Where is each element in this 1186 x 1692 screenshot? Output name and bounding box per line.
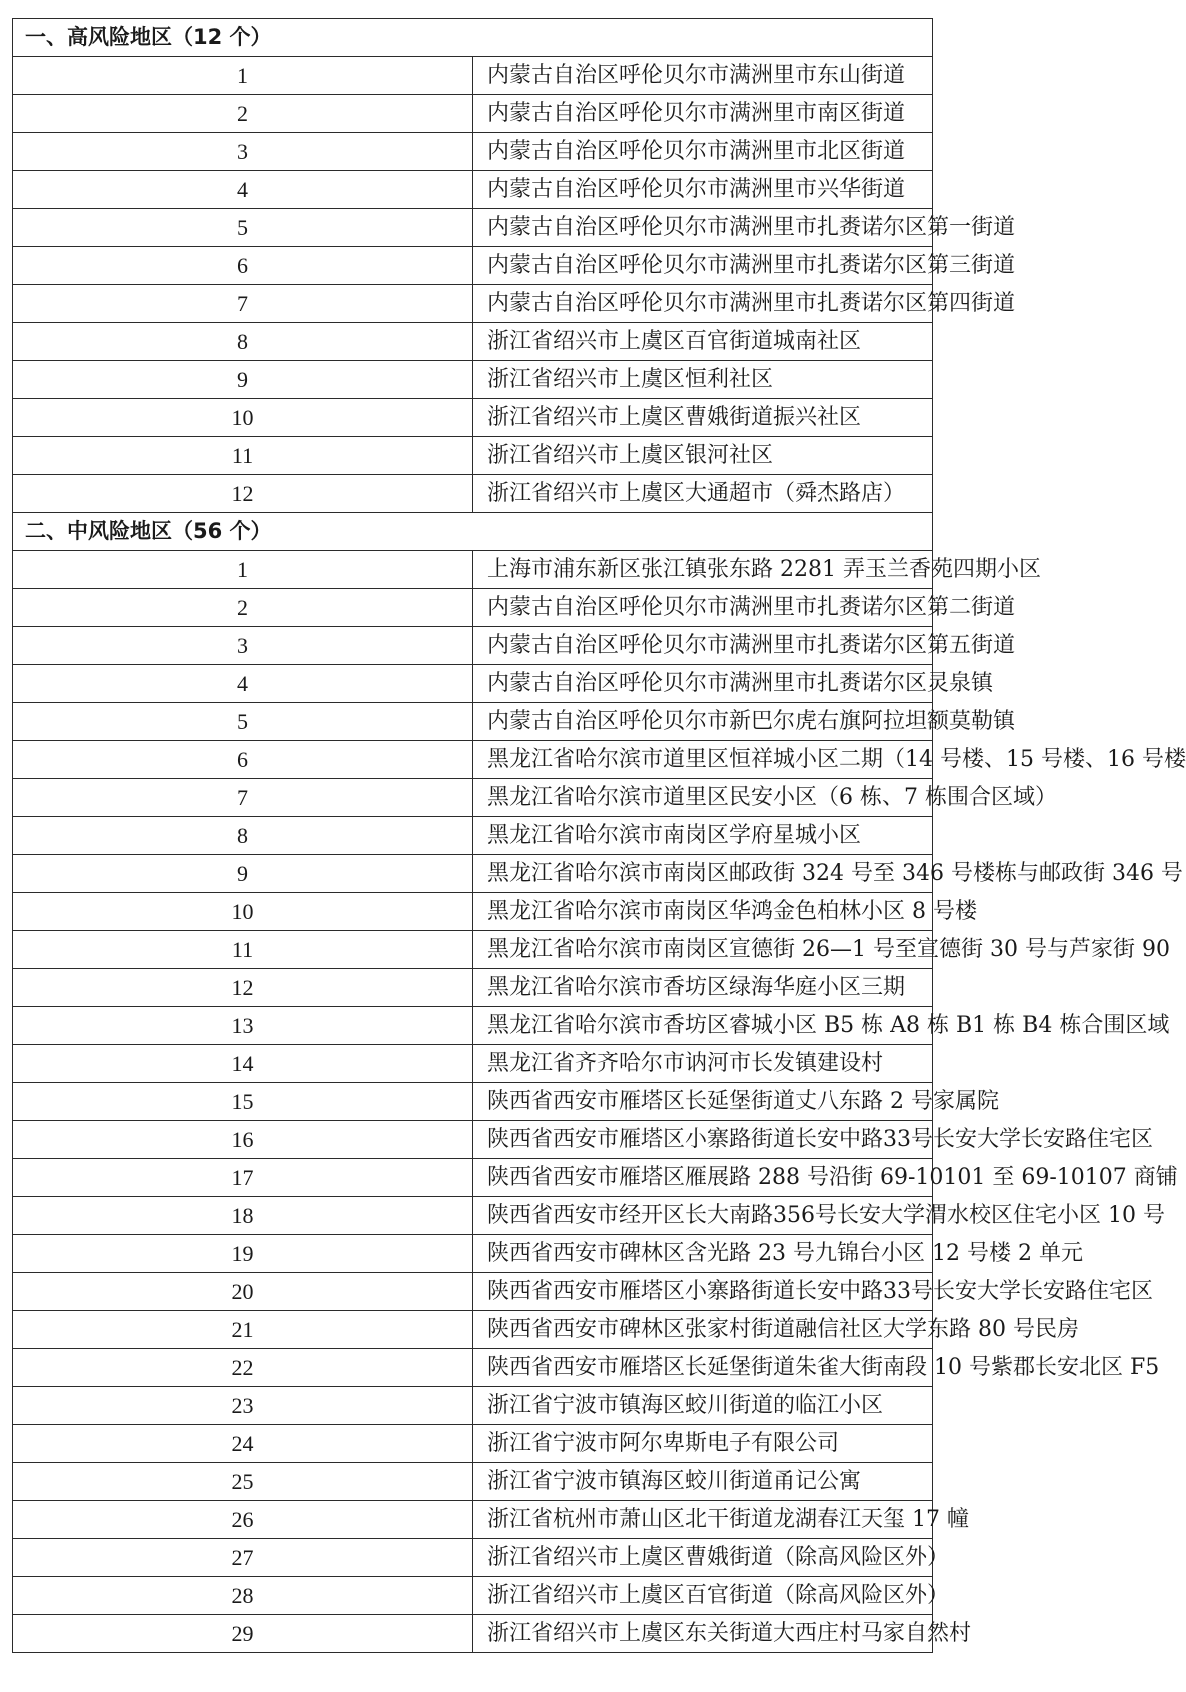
area-name: 浙江省宁波市镇海区蛟川街道的临江小区 bbox=[473, 1387, 933, 1425]
area-name: 内蒙古自治区呼伦贝尔市满洲里市扎赉诺尔区第二街道 bbox=[473, 589, 933, 627]
table-row bbox=[13, 1501, 933, 1539]
table-row bbox=[13, 969, 933, 1007]
area-name: 陕西省西安市雁塔区小寨路街道长安中路33号长安大学长安路住宅区 bbox=[473, 1121, 933, 1159]
area-name: 内蒙古自治区呼伦贝尔市满洲里市扎赉诺尔区第三街道 bbox=[473, 247, 933, 285]
row-number: 11 bbox=[13, 931, 473, 969]
row-number: 9 bbox=[13, 361, 473, 399]
row-number: 6 bbox=[13, 741, 473, 779]
area-name: 浙江省绍兴市上虞区百官街道城南社区 bbox=[473, 323, 933, 361]
table-row bbox=[13, 1273, 933, 1311]
row-number: 10 bbox=[13, 399, 473, 437]
table-row bbox=[13, 1045, 933, 1083]
row-number: 24 bbox=[13, 1425, 473, 1463]
risk-area-table bbox=[12, 18, 1186, 1653]
area-name: 黑龙江省哈尔滨市香坊区睿城小区 B5 栋 A8 栋 B1 栋 B4 栋合围区域 bbox=[473, 1007, 933, 1045]
row-number: 5 bbox=[13, 703, 473, 741]
row-number: 6 bbox=[13, 247, 473, 285]
area-name: 内蒙古自治区呼伦贝尔市满洲里市东山街道 bbox=[473, 57, 933, 95]
table-row bbox=[13, 817, 933, 855]
table-row bbox=[13, 1235, 933, 1273]
table-row bbox=[13, 247, 933, 285]
area-name: 内蒙古自治区呼伦贝尔市满洲里市兴华街道 bbox=[473, 171, 933, 209]
row-number: 18 bbox=[13, 1197, 473, 1235]
table-row bbox=[13, 551, 933, 589]
table-row bbox=[13, 779, 933, 817]
area-name: 陕西省西安市雁塔区长延堡街道朱雀大街南段 10 号紫郡长安北区 F5 bbox=[473, 1349, 933, 1387]
table-row bbox=[13, 1615, 933, 1653]
table-row bbox=[13, 1159, 933, 1197]
area-name: 内蒙古自治区呼伦贝尔市满洲里市扎赉诺尔区第五街道 bbox=[473, 627, 933, 665]
table-row bbox=[13, 1349, 933, 1387]
table-row bbox=[13, 209, 933, 247]
area-name: 陕西省西安市经开区长大南路356号长安大学渭水校区住宅小区 10 号 bbox=[473, 1197, 933, 1235]
area-name: 黑龙江省哈尔滨市道里区恒祥城小区二期（14 号楼、15 号楼、16 号楼 bbox=[473, 741, 933, 779]
area-name: 内蒙古自治区呼伦贝尔市满洲里市北区街道 bbox=[473, 133, 933, 171]
table-row bbox=[13, 627, 933, 665]
section-title: 一、高风险地区（12 个） bbox=[13, 19, 933, 57]
area-name: 浙江省宁波市镇海区蛟川街道甬记公寓 bbox=[473, 1463, 933, 1501]
row-number: 27 bbox=[13, 1539, 473, 1577]
row-number: 22 bbox=[13, 1349, 473, 1387]
row-number: 5 bbox=[13, 209, 473, 247]
table-row bbox=[13, 741, 933, 779]
row-number: 20 bbox=[13, 1273, 473, 1311]
table-row bbox=[13, 171, 933, 209]
area-name: 黑龙江省哈尔滨市香坊区绿海华庭小区三期 bbox=[473, 969, 933, 1007]
section-header-row bbox=[13, 513, 933, 551]
row-number: 11 bbox=[13, 437, 473, 475]
area-name: 陕西省西安市雁塔区长延堡街道丈八东路 2 号家属院 bbox=[473, 1083, 933, 1121]
area-name: 浙江省绍兴市上虞区银河社区 bbox=[473, 437, 933, 475]
table-row bbox=[13, 285, 933, 323]
table-row bbox=[13, 1007, 933, 1045]
table-row bbox=[13, 1197, 933, 1235]
row-number: 7 bbox=[13, 779, 473, 817]
table-row bbox=[13, 931, 933, 969]
table-row bbox=[13, 665, 933, 703]
row-number: 1 bbox=[13, 57, 473, 95]
area-name: 内蒙古自治区呼伦贝尔市满洲里市扎赉诺尔区灵泉镇 bbox=[473, 665, 933, 703]
table-row bbox=[13, 1539, 933, 1577]
table-row bbox=[13, 95, 933, 133]
area-name: 黑龙江省哈尔滨市南岗区宣德街 26—1 号至宣德街 30 号与芦家街 90 bbox=[473, 931, 933, 969]
row-number: 21 bbox=[13, 1311, 473, 1349]
table-row bbox=[13, 1425, 933, 1463]
row-number: 10 bbox=[13, 893, 473, 931]
row-number: 19 bbox=[13, 1235, 473, 1273]
row-number: 26 bbox=[13, 1501, 473, 1539]
area-name: 上海市浦东新区张江镇张东路 2281 弄玉兰香苑四期小区 bbox=[473, 551, 933, 589]
area-name: 内蒙古自治区呼伦贝尔市满洲里市南区街道 bbox=[473, 95, 933, 133]
area-name: 陕西省西安市碑林区张家村街道融信社区大学东路 80 号民房 bbox=[473, 1311, 933, 1349]
area-name: 浙江省宁波市阿尔卑斯电子有限公司 bbox=[473, 1425, 933, 1463]
table-row bbox=[13, 893, 933, 931]
table-row bbox=[13, 1121, 933, 1159]
table-row bbox=[13, 361, 933, 399]
row-number: 16 bbox=[13, 1121, 473, 1159]
area-name: 浙江省绍兴市上虞区曹娥街道（除高风险区外） bbox=[473, 1539, 933, 1577]
row-number: 4 bbox=[13, 665, 473, 703]
area-name: 黑龙江省哈尔滨市南岗区华鸿金色柏林小区 8 号楼 bbox=[473, 893, 933, 931]
area-name: 黑龙江省哈尔滨市南岗区学府星城小区 bbox=[473, 817, 933, 855]
table-row bbox=[13, 855, 933, 893]
row-number: 3 bbox=[13, 627, 473, 665]
row-number: 29 bbox=[13, 1615, 473, 1653]
area-name: 黑龙江省哈尔滨市道里区民安小区（6 栋、7 栋围合区域） bbox=[473, 779, 933, 817]
area-name: 陕西省西安市碑林区含光路 23 号九锦台小区 12 号楼 2 单元 bbox=[473, 1235, 933, 1273]
table-row bbox=[13, 437, 933, 475]
row-number: 3 bbox=[13, 133, 473, 171]
area-name: 内蒙古自治区呼伦贝尔市满洲里市扎赉诺尔区第四街道 bbox=[473, 285, 933, 323]
area-name: 浙江省杭州市萧山区北干街道龙湖春江天玺 17 幢 bbox=[473, 1501, 933, 1539]
area-name: 陕西省西安市雁塔区小寨路街道长安中路33号长安大学长安路住宅区 bbox=[473, 1273, 933, 1311]
area-name: 陕西省西安市雁塔区雁展路 288 号沿街 69-10101 至 69-10107 商铺 bbox=[473, 1159, 933, 1197]
row-number: 12 bbox=[13, 969, 473, 1007]
area-name: 内蒙古自治区呼伦贝尔市满洲里市扎赉诺尔区第一街道 bbox=[473, 209, 933, 247]
area-name: 浙江省绍兴市上虞区曹娥街道振兴社区 bbox=[473, 399, 933, 437]
table-row bbox=[13, 1387, 933, 1425]
row-number: 17 bbox=[13, 1159, 473, 1197]
row-number: 4 bbox=[13, 171, 473, 209]
area-name: 浙江省绍兴市上虞区大通超市（舜杰路店） bbox=[473, 475, 933, 513]
risk-area-table-body bbox=[13, 19, 1186, 1653]
row-number: 28 bbox=[13, 1577, 473, 1615]
row-number: 8 bbox=[13, 817, 473, 855]
table-row bbox=[13, 399, 933, 437]
table-row bbox=[13, 57, 933, 95]
table-row bbox=[13, 1083, 933, 1121]
row-number: 9 bbox=[13, 855, 473, 893]
row-number: 25 bbox=[13, 1463, 473, 1501]
row-number: 8 bbox=[13, 323, 473, 361]
table-row bbox=[13, 1577, 933, 1615]
table-row bbox=[13, 1463, 933, 1501]
area-name: 黑龙江省齐齐哈尔市讷河市长发镇建设村 bbox=[473, 1045, 933, 1083]
row-number: 23 bbox=[13, 1387, 473, 1425]
section-title: 二、中风险地区（56 个） bbox=[13, 513, 933, 551]
table-row bbox=[13, 703, 933, 741]
area-name: 浙江省绍兴市上虞区百官街道（除高风险区外） bbox=[473, 1577, 933, 1615]
row-number: 2 bbox=[13, 589, 473, 627]
table-row bbox=[13, 1311, 933, 1349]
area-name: 浙江省绍兴市上虞区东关街道大西庄村马家自然村 bbox=[473, 1615, 933, 1653]
row-number: 12 bbox=[13, 475, 473, 513]
row-number: 2 bbox=[13, 95, 473, 133]
row-number: 15 bbox=[13, 1083, 473, 1121]
row-number: 13 bbox=[13, 1007, 473, 1045]
table-row bbox=[13, 475, 933, 513]
area-name: 浙江省绍兴市上虞区恒利社区 bbox=[473, 361, 933, 399]
table-row bbox=[13, 133, 933, 171]
row-number: 1 bbox=[13, 551, 473, 589]
row-number: 14 bbox=[13, 1045, 473, 1083]
area-name: 内蒙古自治区呼伦贝尔市新巴尔虎右旗阿拉坦额莫勒镇 bbox=[473, 703, 933, 741]
area-name: 黑龙江省哈尔滨市南岗区邮政街 324 号至 346 号楼栋与邮政街 346 号 bbox=[473, 855, 933, 893]
row-number: 7 bbox=[13, 285, 473, 323]
table-row bbox=[13, 323, 933, 361]
section-header-row bbox=[13, 19, 933, 57]
table-row bbox=[13, 589, 933, 627]
